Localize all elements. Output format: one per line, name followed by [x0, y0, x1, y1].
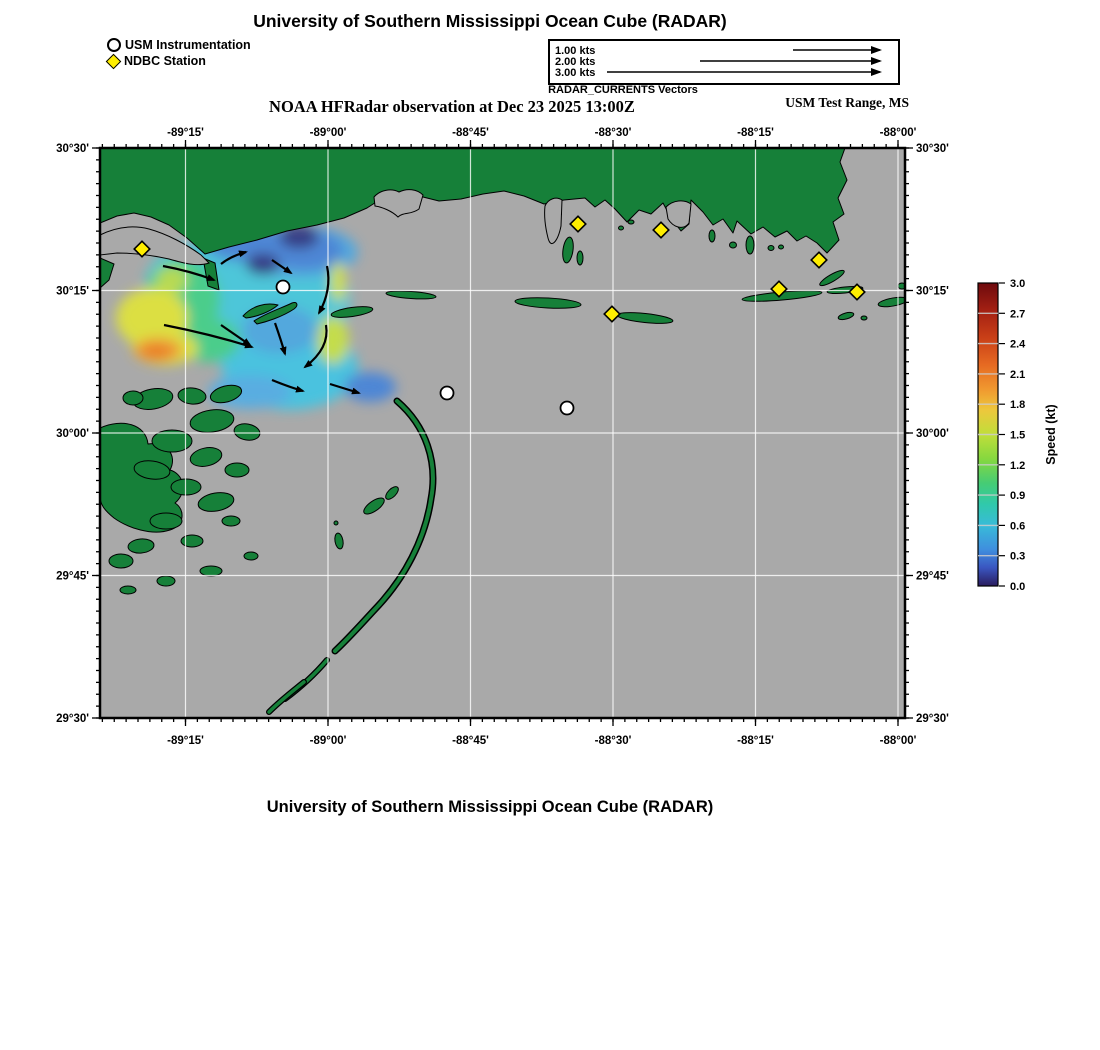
svg-text:29°45': 29°45': [916, 570, 949, 583]
svg-text:1.2: 1.2: [1010, 459, 1026, 472]
page-title-bottom: University of Southern Mississippi Ocean Cube (RADAR): [266, 798, 714, 816]
colorbar-title: Speed (kt): [1044, 404, 1058, 465]
svg-text:29°45': 29°45': [56, 570, 89, 583]
svg-text:-88°30': -88°30': [594, 127, 632, 139]
svg-text:-88°45': -88°45': [452, 127, 489, 139]
svg-text:0.0: 0.0: [1010, 581, 1026, 593]
legend-ndbc-label: NDBC Station: [124, 54, 206, 68]
svg-text:3.00 kts: 3.00 kts: [555, 67, 596, 79]
svg-text:2.7: 2.7: [1010, 308, 1026, 321]
svg-text:1.5: 1.5: [1010, 429, 1026, 442]
svg-text:30°00': 30°00': [56, 428, 89, 440]
svg-text:-89°15': -89°15': [167, 127, 204, 139]
svg-text:-88°30': -88°30': [594, 735, 632, 747]
svg-text:-88°45': -88°45': [452, 735, 489, 747]
usm-instrumentation-marker: [561, 402, 574, 415]
usm-instrumentation-marker: [441, 387, 454, 400]
svg-text:-88°15': -88°15': [737, 127, 774, 139]
svg-text:-89°00': -89°00': [309, 127, 347, 139]
svg-text:0.6: 0.6: [1010, 520, 1026, 533]
svg-text:3.0: 3.0: [1010, 278, 1026, 290]
page-title: University of Southern Mississippi Ocean Cube (RADAR): [253, 11, 727, 31]
svg-text:-88°00': -88°00': [879, 735, 917, 747]
svg-text:2.1: 2.1: [1010, 368, 1026, 381]
svg-text:-89°15': -89°15': [167, 735, 204, 747]
svg-text:0.9: 0.9: [1010, 490, 1026, 503]
usm-instrumentation-marker: [277, 281, 290, 294]
svg-text:-88°15': -88°15': [737, 735, 774, 747]
svg-text:0.3: 0.3: [1010, 550, 1026, 563]
svg-text:1.8: 1.8: [1010, 399, 1026, 412]
svg-text:30°30': 30°30': [916, 143, 949, 155]
observation-subtitle: NOAA HFRadar observation at Dec 23 2025 13:00Z: [269, 97, 635, 116]
svg-text:30°30': 30°30': [56, 143, 89, 155]
vector-scale-caption: RADAR_CURRENTS Vectors: [548, 84, 698, 96]
svg-text:30°15': 30°15': [56, 285, 89, 298]
svg-text:-89°00': -89°00': [309, 735, 347, 747]
speed-colorbar: [978, 278, 1058, 593]
svg-text:29°30': 29°30': [916, 713, 949, 725]
region-label: USM Test Range, MS: [785, 95, 909, 110]
svg-text:29°30': 29°30': [56, 713, 89, 725]
svg-text:1.00 kts: 1.00 kts: [555, 45, 596, 57]
legend-usm-label: USM Instrumentation: [125, 38, 251, 52]
svg-text:2.00 kts: 2.00 kts: [555, 56, 596, 68]
svg-text:-88°00': -88°00': [879, 127, 917, 139]
svg-text:30°15': 30°15': [916, 285, 949, 298]
svg-text:30°00': 30°00': [916, 428, 949, 440]
svg-text:2.4: 2.4: [1010, 338, 1026, 351]
